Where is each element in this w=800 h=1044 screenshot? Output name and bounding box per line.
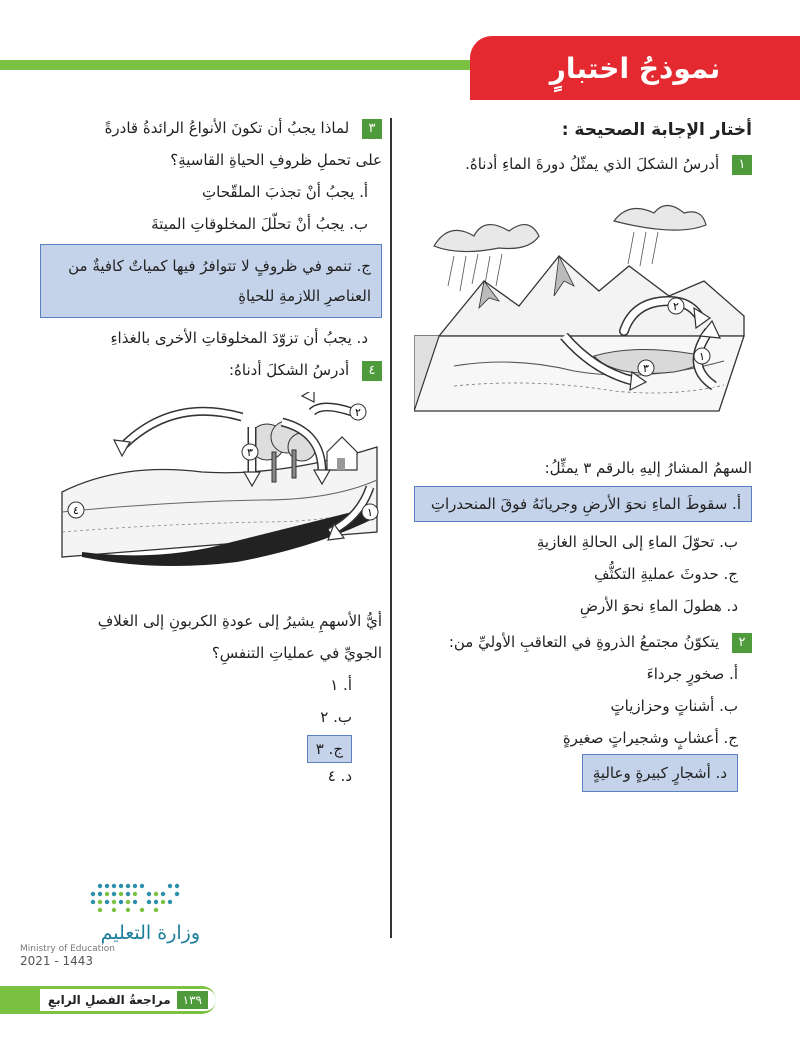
q4-option-b[interactable]: ب. ٢ [320, 708, 352, 726]
q4-option-a[interactable]: أ. ١ [330, 676, 352, 694]
water-cycle-figure [414, 186, 752, 426]
q1-question: السهمُ المشارُ إليهِ بالرقم ٣ يمثِّلُ: [544, 459, 752, 477]
q4-text: أدرسُ الشكلَ أدناهُ: [229, 361, 350, 379]
q2-prompt [414, 626, 752, 658]
q4-number: ٤ [362, 361, 382, 381]
q4-question-line1: أيُّ الأسهمِ يشيرُ إلى عودةِ الكربونِ إلى الغلافِ [97, 612, 382, 630]
q4-option-c-highlighted[interactable]: ج. ٣ [307, 735, 352, 763]
q2-option-a[interactable]: أ. صخورٍ جرداءَ [646, 665, 738, 683]
instruction: أختار الإجابة الصحيحة : [561, 120, 752, 140]
ministry-name-arabic: وزارة التعليم [100, 922, 200, 944]
carbon-cycle-label-4: ٤ [73, 504, 79, 517]
ministry-name-english: Ministry of Education [20, 944, 115, 954]
ministry-logo [20, 880, 200, 968]
q4-prompt [40, 354, 382, 386]
carbon-cycle-label-3: ٣ [247, 446, 253, 459]
q2-option-d-highlighted[interactable]: د. أشجارٍ كبيرةٍ وعاليةٍ [582, 754, 738, 792]
water-cycle-label-3: ٣ [643, 362, 649, 375]
q1-option-c[interactable]: ج. حدوثَ عمليةِ التكثُّفِ [593, 565, 738, 583]
right-column [414, 112, 752, 792]
q1-text: أدرسُ الشكلَ الذي يمثّلُ دورةَ الماءِ أدناهُ. [465, 155, 720, 173]
footer-label [40, 989, 216, 1011]
ministry-year: 2021 - 1443 [20, 954, 94, 968]
q3-text-line2: على تحملِ ظروفِ الحياةِ القاسيةِ؟ [170, 151, 382, 169]
q3-option-b[interactable]: ب. يجبُ أنْ تحلّلَ المخلوقاتِ الميتةَ [151, 215, 368, 233]
q1-option-a-highlighted[interactable]: أ. سقوطَ الماءِ نحوَ الأرضِ وجريانَهُ فوقَ المنحدراتِ [414, 486, 752, 522]
water-cycle-label-2: ٢ [673, 300, 679, 313]
ministry-logo-dots-icon [20, 880, 190, 920]
q1-prompt [414, 148, 752, 180]
q3-prompt [40, 112, 382, 144]
q2-option-b[interactable]: ب. أشناتٍ وحزازياتٍ [610, 697, 738, 715]
q3-text-line1: لماذا يجبُ أن تكونَ الأنواعُ الرائدةُ قادرةً [104, 119, 350, 137]
title-banner [470, 36, 800, 100]
q3-option-a[interactable]: أ. يجبُ أنْ تجذبَ الملقّحاتِ [202, 183, 368, 201]
q2-text: يتكوّنُ مجتمعُ الذروةِ في التعاقبِ الأوليِّ من: [448, 633, 720, 651]
header-green-bar [0, 60, 480, 70]
q1-option-d[interactable]: د. هطولَ الماءِ نحوَ الأرضِ [579, 597, 738, 615]
footer-bar [0, 986, 216, 1014]
carbon-cycle-label-1: ١ [367, 506, 373, 519]
q1-number: ١ [732, 155, 752, 175]
q3-option-d[interactable]: د. يجبُ أن تزوّدَ المخلوقاتِ الأخرى بالغذاءِ [110, 329, 368, 347]
q4-option-d[interactable]: د. ٤ [327, 767, 352, 785]
page-title: نموذجُ اختبارٍ [549, 51, 721, 85]
q3-number: ٣ [362, 119, 382, 139]
q2-number: ٢ [732, 633, 752, 653]
footer-chapter-text: مراجعةُ الفصلِ الرابعِ [47, 993, 171, 1007]
page-number: ١٣٩ [177, 991, 208, 1009]
column-divider [390, 118, 392, 938]
q3-option-c-highlighted[interactable]: ج. تنمو في ظروفٍ لا تتوافرُ فيها كمياتٌ كافيةٌ من العناصرِ اللازمةِ للحياةِ [40, 244, 382, 318]
carbon-cycle-figure [52, 392, 382, 577]
q2-option-c[interactable]: ج. أعشابٍ وشجيراتٍ صغيرةٍ [562, 729, 738, 747]
left-column [40, 112, 382, 787]
q1-option-b[interactable]: ب. تحوّلَ الماءِ إلى الحالةِ الغازيةِ [536, 533, 738, 551]
carbon-cycle-label-2: ٢ [355, 406, 361, 419]
water-cycle-label-1: ١ [699, 350, 705, 363]
q4-question-line2: الجويِّ في عملياتِ التنفسِ؟ [211, 644, 382, 662]
